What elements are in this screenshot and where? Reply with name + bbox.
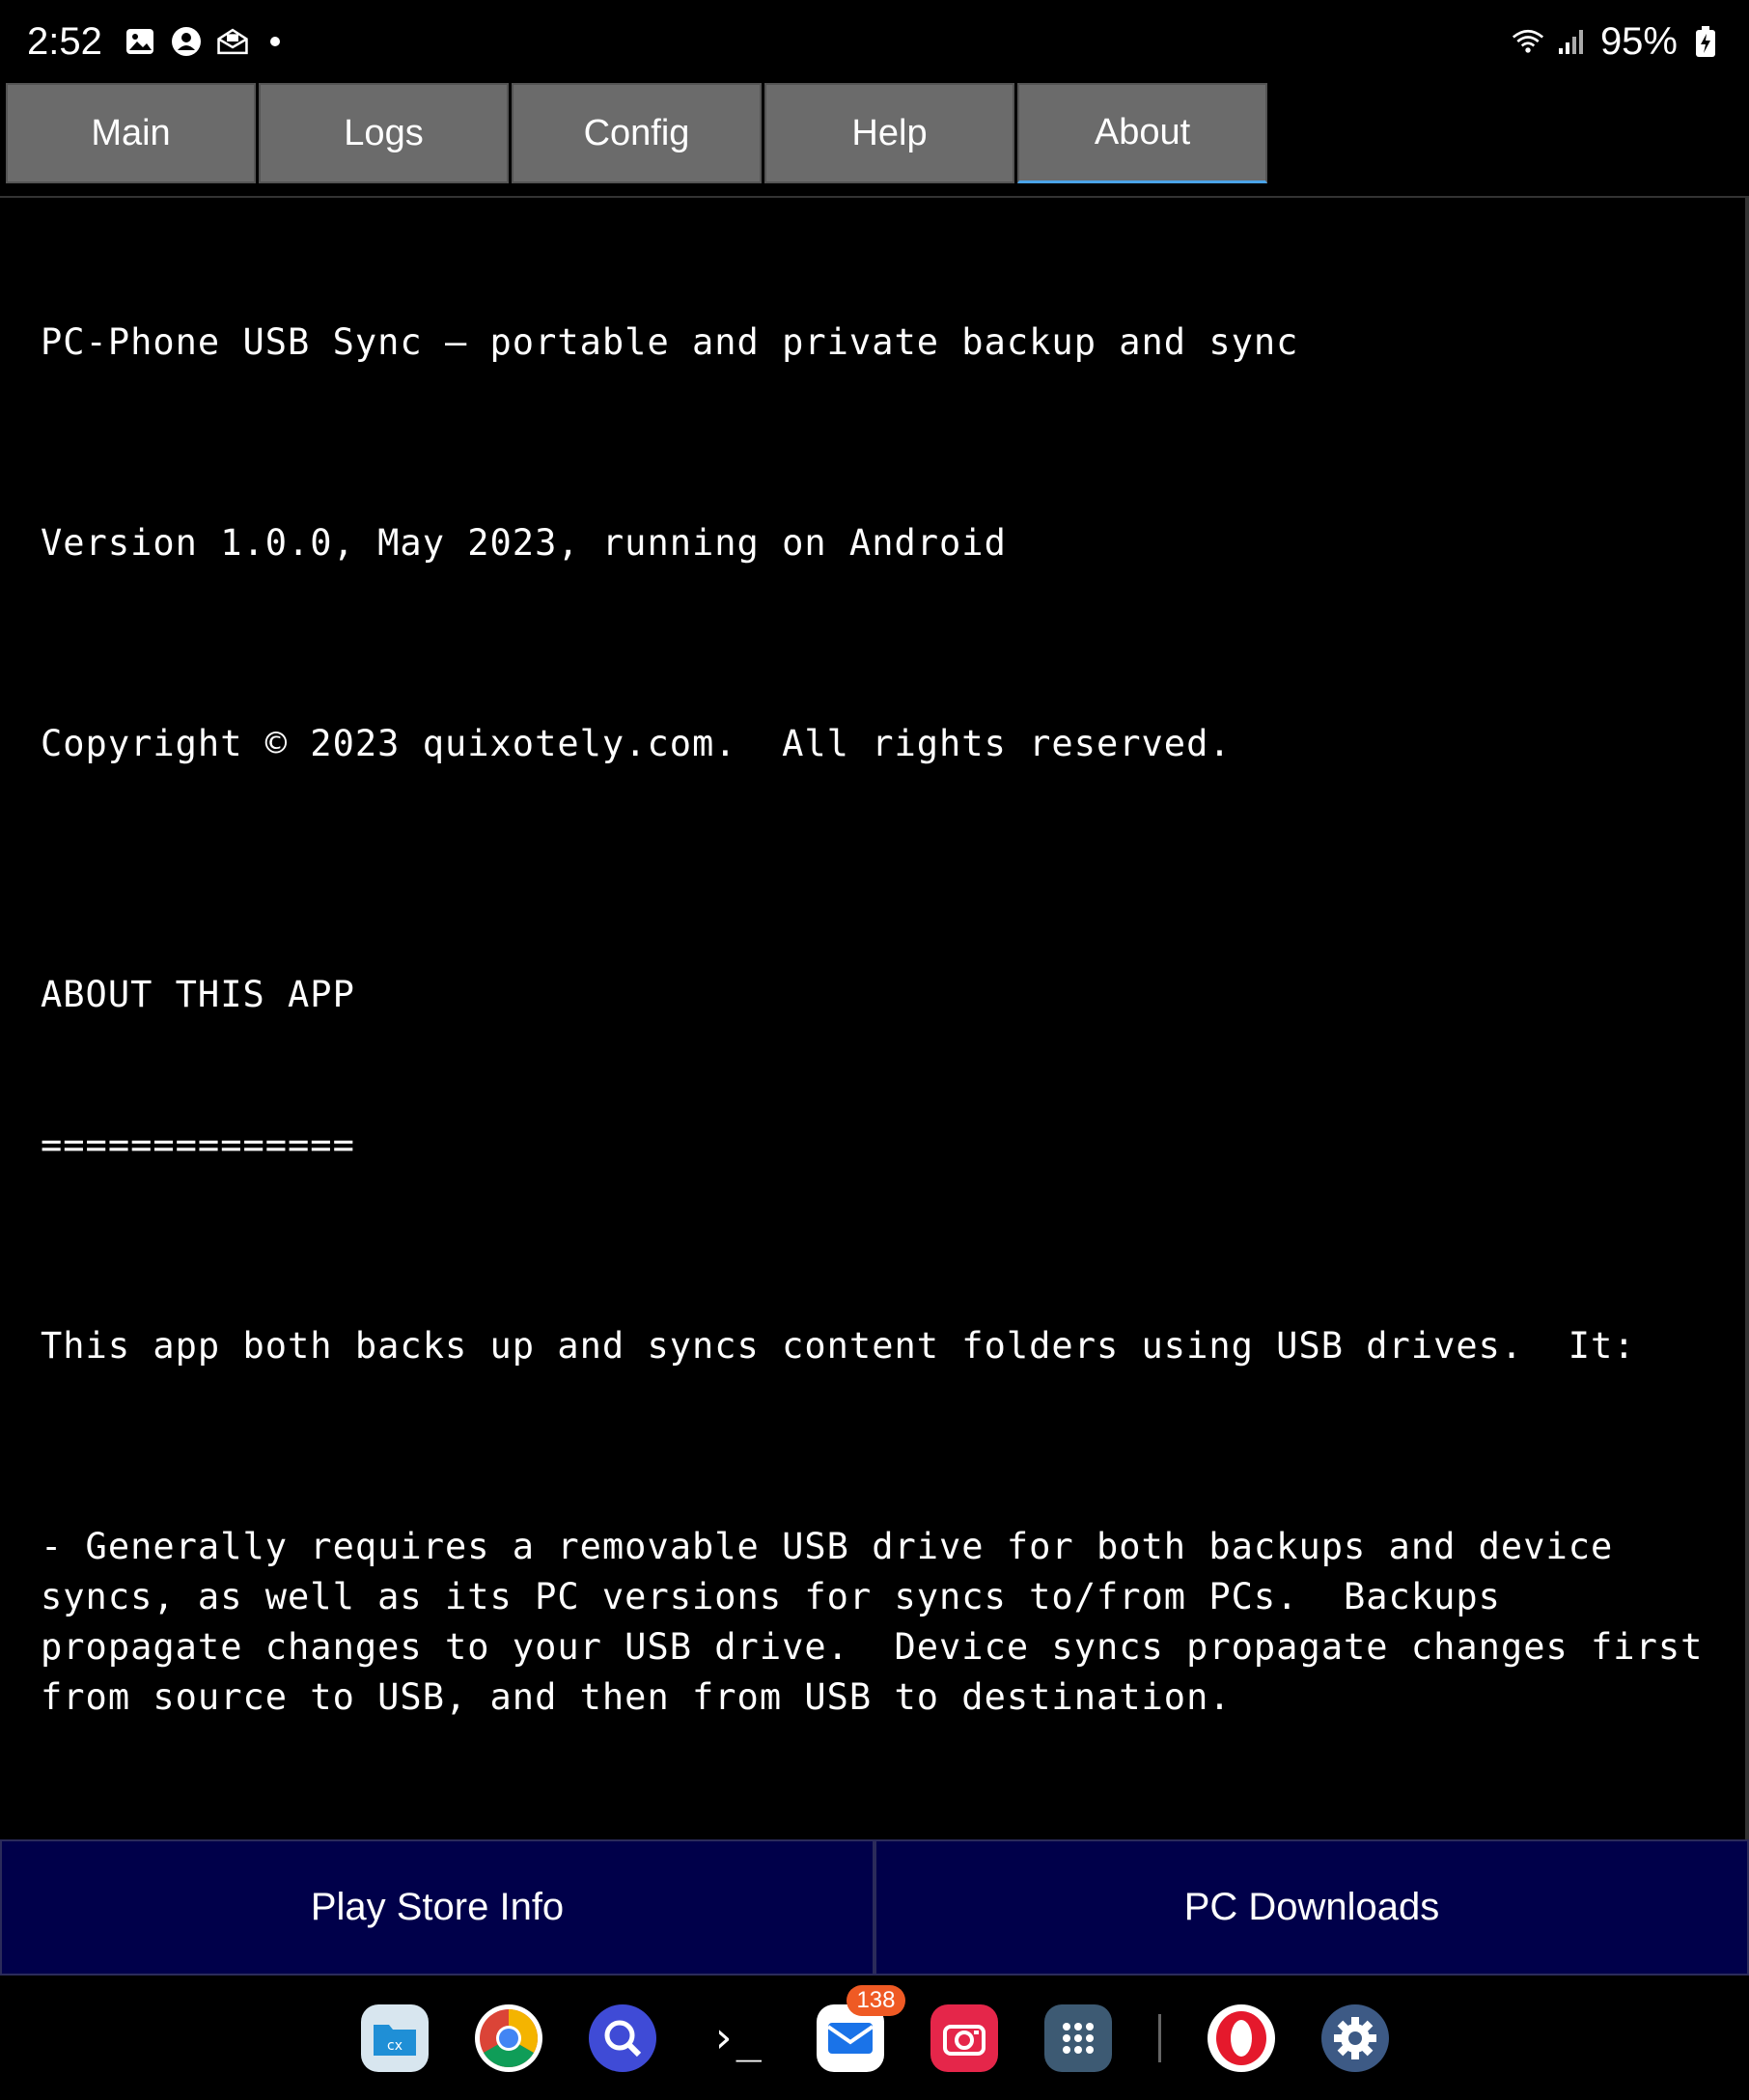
tab-main[interactable] — [6, 83, 256, 183]
svg-text:cx: cx — [386, 2037, 403, 2054]
copyright-line: Copyright © 2023 quixotely.com. All rights reserved. — [41, 723, 1232, 764]
clock: 2:52 — [27, 19, 102, 63]
qfind-icon[interactable] — [589, 2004, 656, 2072]
mail-badge: 138 — [847, 1985, 904, 2016]
battery-charging-icon — [1689, 25, 1722, 58]
status-bar — [0, 0, 1749, 83]
section-heading: ABOUT THIS APP — [41, 974, 355, 1015]
tab-label: Logs — [344, 112, 424, 153]
terminal-glyph: ›_ — [710, 2013, 762, 2062]
tab-bar — [6, 83, 1267, 183]
bullet-usb-drive: - Generally requires a removable USB drive for both backups and device syncs, as well as its PC versions for syncs to/from PCs. Backups propagate changes to your USB drive. Device syncs propagate changes first from source to USB, and then from USB to destination. — [41, 1526, 1704, 1718]
pc-downloads-button[interactable]: PC Downloads — [874, 1839, 1749, 1976]
account-icon — [170, 25, 203, 58]
link-button-row — [0, 1839, 1749, 1976]
gallery-icon — [124, 25, 156, 58]
terminal-icon[interactable] — [703, 2004, 770, 2072]
app-title-line: PC-Phone USB Sync — portable and private backup and sync — [41, 321, 1299, 363]
tab-logs[interactable] — [259, 83, 509, 183]
intro-paragraph: This app both backs up and syncs content folders using USB drives. It: — [41, 1325, 1636, 1367]
play-store-info-button[interactable]: Play Store Info — [0, 1839, 874, 1976]
signal-icon — [1556, 25, 1589, 58]
dock-separator — [1158, 2014, 1161, 2062]
wifi-icon — [1512, 25, 1544, 58]
battery-percent: 95% — [1599, 19, 1678, 63]
tab-label: About — [1094, 112, 1191, 152]
app-drawer-icon[interactable] — [1044, 2004, 1112, 2072]
tab-help[interactable] — [764, 83, 1014, 183]
tab-config[interactable] — [512, 83, 762, 183]
notification-dot — [270, 37, 280, 46]
camera-icon[interactable] — [930, 2004, 998, 2072]
settings-icon[interactable] — [1321, 2004, 1389, 2072]
chrome-icon[interactable] — [475, 2004, 542, 2072]
tab-about[interactable] — [1017, 83, 1267, 183]
tab-label: Main — [91, 112, 171, 153]
opera-icon[interactable] — [1208, 2004, 1275, 2072]
tab-label: Help — [851, 112, 928, 153]
section-rule: ============== — [41, 1124, 355, 1166]
mail-app-icon[interactable] — [817, 1986, 896, 2072]
taskbar-dock — [0, 1976, 1749, 2100]
file-manager-icon[interactable] — [361, 2004, 429, 2072]
tab-label: Config — [583, 112, 690, 153]
version-line: Version 1.0.0, May 2023, running on Android — [41, 522, 1007, 564]
mail-icon — [216, 25, 249, 58]
about-text-area[interactable] — [0, 196, 1749, 1839]
